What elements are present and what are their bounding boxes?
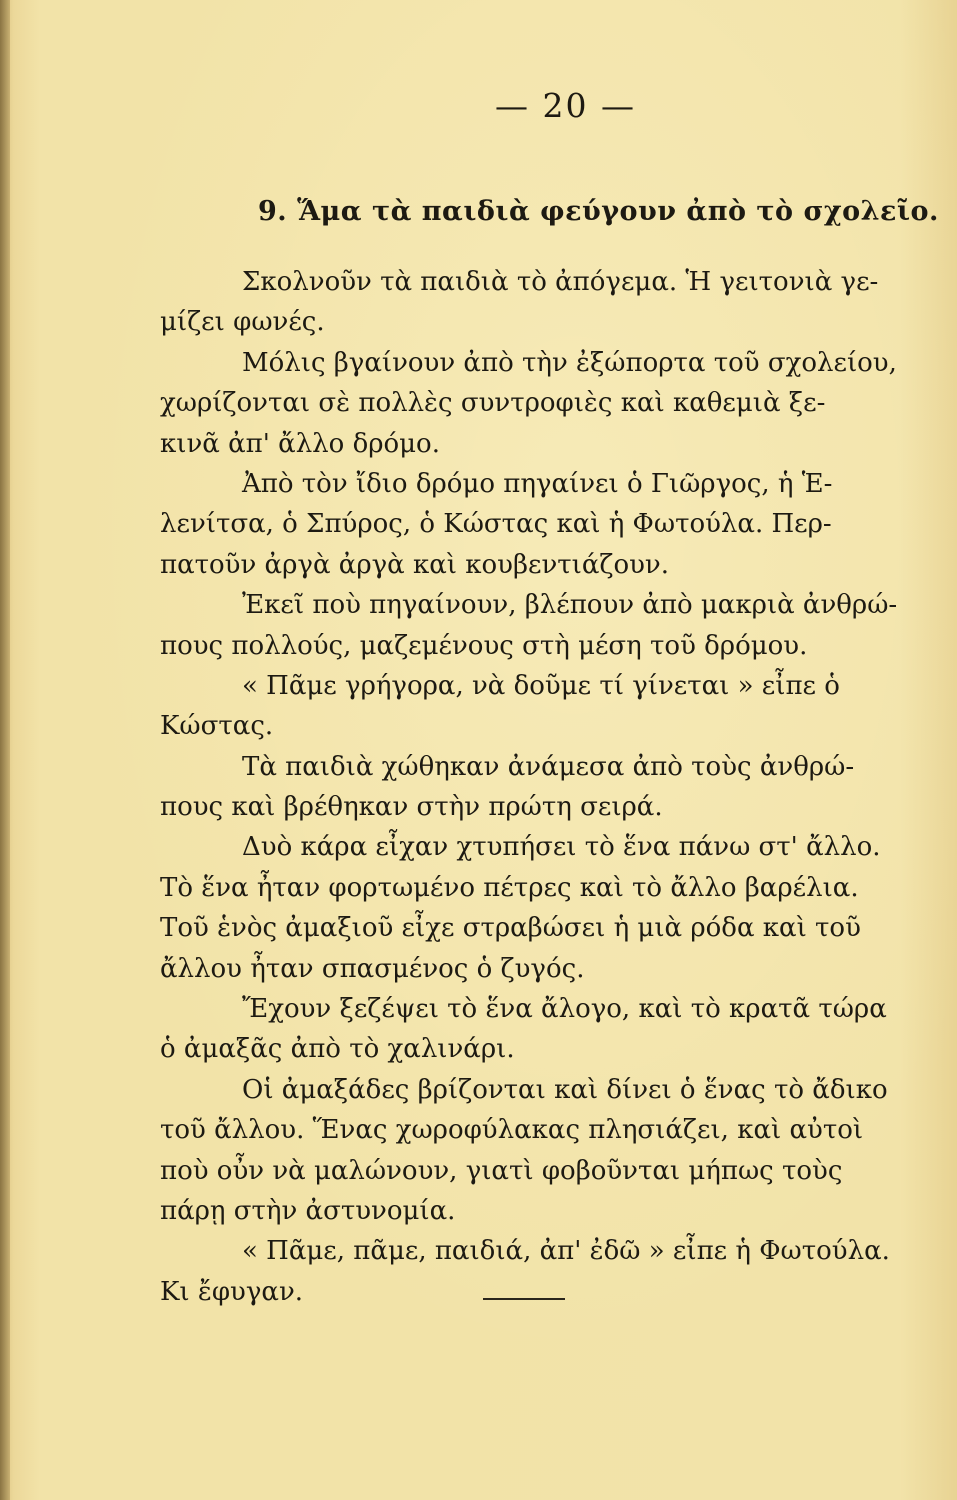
page-number: — 20 — [495,86,636,125]
text-line: μίζει φωνές. [160,307,325,338]
text-line: χωρίζονται σὲ πολλὲς συντροφιὲς καὶ καθεμιὰ ξε- [160,388,826,419]
page-spine-shadow [0,0,10,1500]
text-line: λενίτσα, ὁ Σπύρος, ὁ Κώστας καὶ ἡ Φωτούλα. Περ- [160,509,832,540]
text-line: Ἔχουν ξεζέψει τὸ ἕνα ἄλογο, καὶ τὸ κρατᾶ τώρα [242,994,887,1025]
text-line: Τὰ παιδιὰ χώθηκαν ἀνάμεσα ἀπὸ τοὺς ἀνθρώ- [242,751,855,782]
text-line: κινᾶ ἀπ' ἄλλο δρόμο. [160,428,440,459]
text-line: πους καὶ βρέθηκαν στὴν πρώτη σειρά. [160,792,663,823]
text-line: πους πολλούς, μαζεμένους στὴ μέση τοῦ δρόμου. [160,630,808,661]
text-line: τοῦ ἄλλου. Ἕνας χωροφύλακας πλησιάζει, καὶ αὐτοὶ [160,1115,864,1146]
text-line: Μόλις βγαίνουν ἀπὸ τὴν ἐξώπορτα τοῦ σχολείου, [242,347,897,378]
text-line: Ἀπὸ τὸν ἴδιο δρόμο πηγαίνει ὁ Γιῶργος, ἡ Ἑ- [242,468,833,499]
text-line: ἄλλου ἦταν σπασμένος ὁ ζυγός. [160,953,585,984]
text-line: πατοῦν ἀργὰ ἀργὰ καὶ κουβεντιάζουν. [160,549,670,580]
text-line: Κι ἔφυγαν. [160,1276,304,1307]
text-line: Ἐκεῖ ποὺ πηγαίνουν, βλέπουν ἀπὸ μακριὰ ἀνθρώ- [242,590,898,621]
text-line: « Πᾶμε, πᾶμε, παιδιά, ἀπ' ἐδῶ » εἶπε ἡ Φωτούλα. [242,1236,890,1267]
text-line: Τοῦ ἑνὸς ἀμαξιοῦ εἶχε στραβώσει ἡ μιὰ ρόδα καὶ τοῦ [160,913,861,944]
text-line: Κώστας. [160,711,274,742]
end-rule-divider [483,1298,565,1300]
text-line: « Πᾶμε γρήγορα, νὰ δοῦμε τί γίνεται » εἶπε ὁ [242,670,840,701]
text-line: ποὺ οὖν νὰ μαλώνουν, γιατὶ φοβοῦνται μήπως τοὺς [160,1155,843,1186]
text-line: ὁ ἀμαξᾶς ἀπὸ τὸ χαλινάρι. [160,1034,515,1065]
text-line: πάρῃ στὴν ἀστυνομία. [160,1195,456,1226]
text-line: Τὸ ἕνα ἦταν φορτωμένο πέτρες καὶ τὸ ἄλλο βαρέλια. [160,872,859,903]
text-line: Οἱ ἀμαξάδες βρίζονται καὶ δίνει ὁ ἕνας τὸ ἄδικο [242,1074,888,1105]
body-text [160,262,930,1312]
text-line: Δυὸ κάρα εἶχαν χτυπήσει τὸ ἕνα πάνω στ' ἄλλο. [242,832,881,863]
text-line: Σκολνοῦν τὰ παιδιὰ τὸ ἀπόγεμα. Ἡ γειτονιὰ γε- [242,267,879,297]
section-heading: 9. Ἅμα τὰ παιδιὰ φεύγουν ἀπὸ τὸ σχολεῖο. [258,196,939,227]
